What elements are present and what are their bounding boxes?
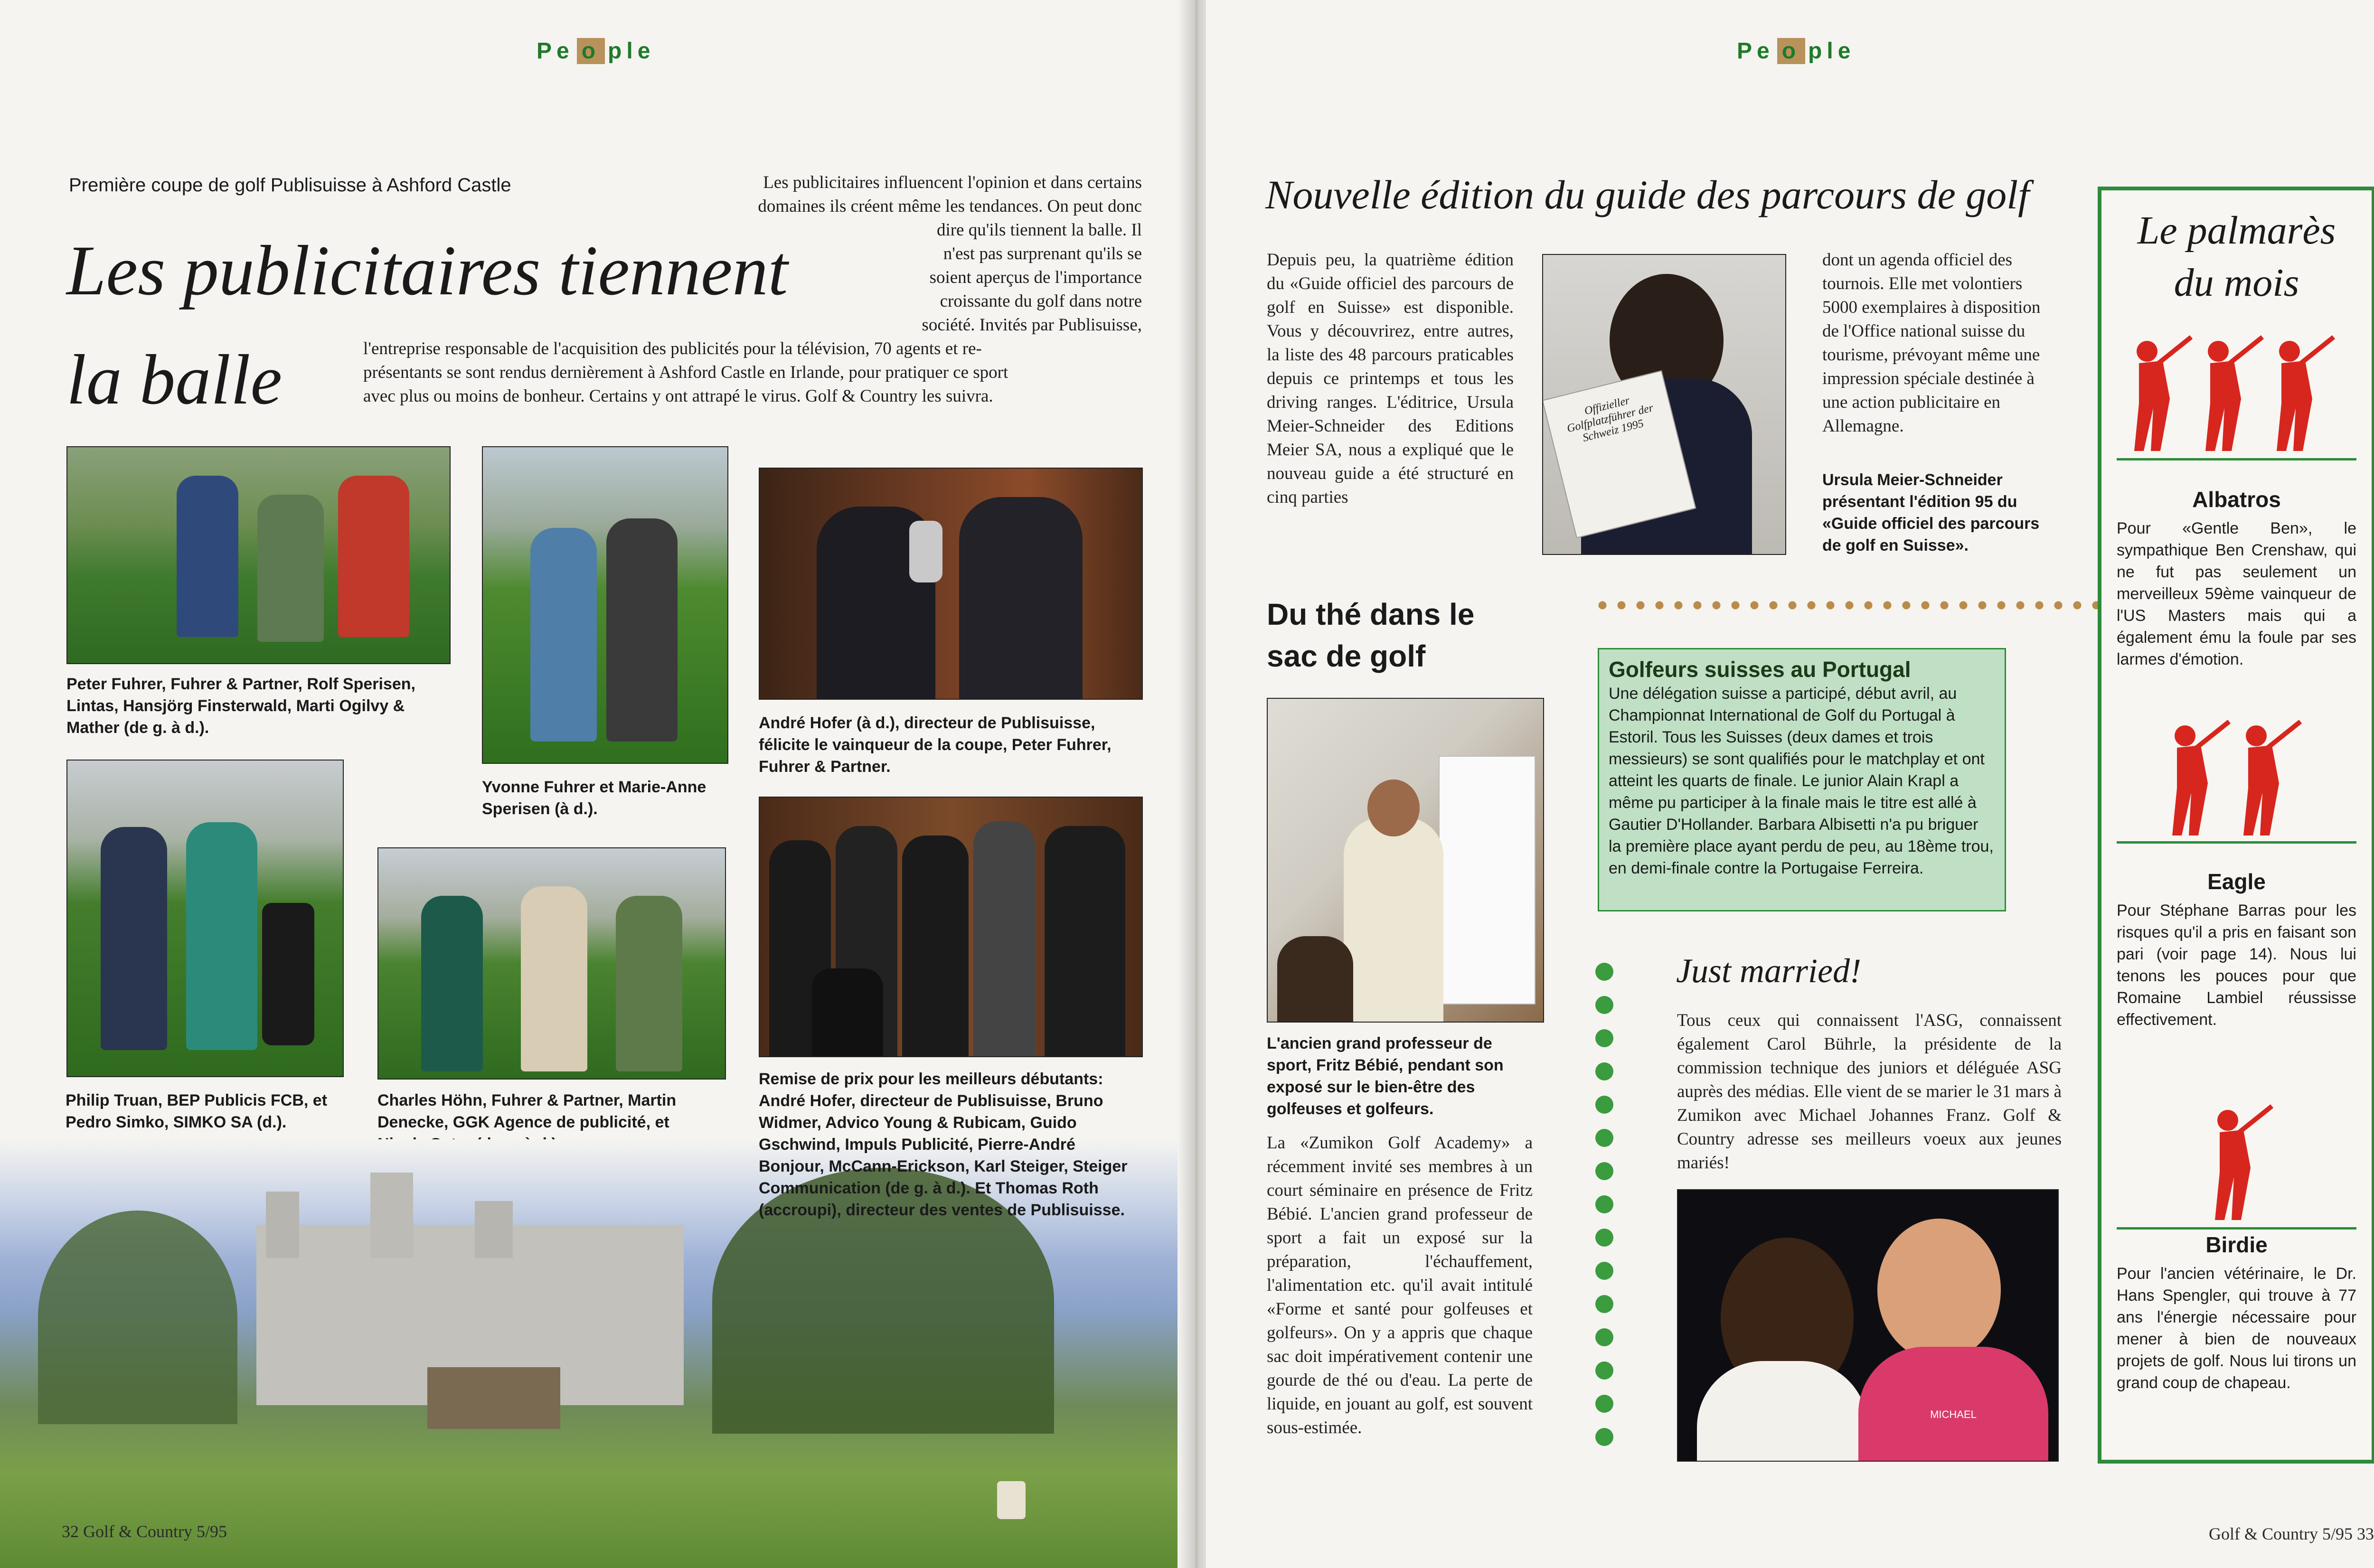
caption-6: Remise de prix pour les meilleurs débutants: André Hofer, directeur de Publisuisse, Bruno Widmer, Advico Young & Rubicam, Guido Gschwind, Impuls Publicité, Pierre-André Bonjour, McCann-Erickson, Karl Steiger, Steiger Communication (de g. à d.). Et Thomas Roth (accroupi), directeur des ventes de Publisuisse. (759, 1070, 1128, 1219)
palmares-rule (2117, 1227, 2356, 1230)
intro-line: Les publicitaires influencent l'opinion et dans certains (763, 173, 1142, 192)
photo-two-women (482, 446, 728, 764)
photo-group-three-golfers (66, 446, 451, 664)
photo-fritz-bebie (1267, 698, 1544, 1023)
married-body: Tous ceux qui connaissent l'ASG, connaissent également Carol Bührle, la présidente de la commission technique des juniors et déléguée ASG auprès des médias. Elle vient de se marier le 31 mars à Zumikon avec Michael Johannes Franz. Golf & Country adresse ses meilleurs voeux aux jeunes mariés! (1677, 1011, 2062, 1173)
golfer-icon (2189, 332, 2265, 458)
bullet-dot (1595, 1195, 1613, 1213)
photo-two-men-golf-bags (66, 760, 344, 1077)
bullet-dot (1595, 1295, 1613, 1313)
caption-3: André Hofer (à d.), directeur de Publisuisse, félicite le vainqueur de la coupe, Peter Fuhrer, Fuhrer & Partner. (759, 714, 1112, 776)
albatros-text: Pour «Gentle Ben», le sympathique Ben Crenshaw, qui ne fut pas seulement un merveilleux 59ème vainqueur de l'US Masters mais qui a également ému la foule par ses larmes d'émotion. (2117, 519, 2356, 668)
bullet-dot (1595, 1262, 1613, 1280)
the-body: La «Zumikon Golf Academy» a récemment invité ses membres à un court séminaire en présence de Fritz Bébié. L'ancien grand professeur de sport a fait un exposé sur la préparation, l'échauffement, l'alimentation etc. qu'il avait intitulé «Forme et santé pour golfeuses et golfeurs». On y a appris que chaque sac doit impérativement contenir une gourde de thé ou d'eau. La perte de liquide, en jouant au golf, est souvent sous-estimée. (1267, 1133, 1533, 1437)
intro-line: dire qu'ils tiennent la balle. Il (936, 220, 1142, 240)
portugal-title: Golfeurs suisses au Portugal (1609, 657, 1911, 682)
caption-2: Yvonne Fuhrer et Marie-Anne Sperisen (à d.). (482, 778, 707, 818)
golfer-icon (2156, 717, 2232, 843)
bullet-dot (1595, 963, 1613, 981)
headline-line2: la balle (66, 340, 283, 419)
golfer-icon (2227, 717, 2303, 843)
intro-line: l'entreprise responsable de l'acquisition des publicités pour la télévision, 70 agents et re- (363, 339, 982, 358)
headline-line1: Les publicitaires tiennent (66, 231, 788, 310)
dotted-divider (1593, 601, 2106, 610)
people-tag: Pe o ple (1737, 38, 1856, 64)
the-title-line: sac de golf (1267, 639, 1426, 673)
intro-line: avec plus ou moins de bonheur. Certains y ont attrapé le virus. Golf & Country les suivra. (363, 386, 993, 406)
birdie-label: Birdie (2205, 1232, 2268, 1257)
caption-4: Philip Truan, BEP Publicis FCB, et Pedro Simko, SIMKO SA (d.). (66, 1091, 328, 1131)
the-title (1267, 593, 1474, 677)
intro-line: domaines ils créent même les tendances. On peut donc (758, 197, 1142, 216)
people-tag: Pe o ple (537, 38, 655, 64)
palmares-title-line: Le palmarès (2137, 208, 2336, 253)
bullet-dot (1595, 1428, 1613, 1446)
intro-line: croissante du golf dans notre (940, 291, 1142, 311)
bullet-dot (1595, 1395, 1613, 1413)
eagle-text: Pour Stéphane Barras pour les risques qu'il a pris en faisant son pari (voir page 14). Nous lui tenons les pouces pour que Romaine Lambiel réussisse effectivement. (2117, 901, 2356, 1029)
golfer-icon (2260, 332, 2336, 458)
guide-col1: Depuis peu, la quatrième édition du «Guide officiel des parcours de golf en Suisse» est disponible. Vous y découvrirez, entre autres, la liste des 48 parcours praticables depuis ce printemps et tous les driving ranges. L'éditrice, Ursula Meier-Schneider des Editions Meier SA, nous a expliqué que le nouveau guide a été structuré en cinq parties (1267, 250, 1514, 507)
bullet-dot (1595, 1162, 1613, 1180)
bullet-dot (1595, 1361, 1613, 1380)
intro-line: n'est pas surprenant qu'ils se (943, 244, 1142, 263)
palmares-title (2101, 205, 2372, 309)
palmares-rule (2117, 458, 2356, 460)
bullet-dot (1595, 1062, 1613, 1080)
caption-5: Charles Höhn, Fuhrer & Partner, Martin Denecke, GGK Agence de publicité, et (377, 1091, 677, 1131)
the-caption: L'ancien grand professeur de sport, Fritz Bébié, pendant son exposé sur le bien-être des golfeuses et golfeurs. (1267, 1034, 1504, 1118)
golfer-icon (2198, 1101, 2274, 1227)
right-page (1206, 0, 2374, 1568)
bullet-dot (1595, 1096, 1613, 1114)
golfer-icon (2118, 332, 2194, 458)
guide-book: Offizieller Golfplatzführer der Schweiz 1995 (1542, 370, 1696, 538)
bullet-dot (1595, 1328, 1613, 1346)
kicker: Première coupe de golf Publisuisse à Ashford Castle (69, 175, 511, 196)
portugal-body: Une délégation suisse a participé, début avril, au Championnat International de Golf du Portugal à Estoril. Tous les Suisses (deux dames et trois messieurs) se sont qualifiés pour le matchplay et ont atteint les quarts de finale. Le junior Alain Krapl a même pu participer à la finale mais le titre est allé à Gautier D'Hollander. Barbara Albisetti n'a pu briguer la première place ayant perdu de peu, au 18ème trou, en demi-finale contre la Portugaise Ferreira. (1609, 685, 1994, 877)
section-tag-right (1737, 38, 1855, 64)
married-title: Just married! (1676, 952, 1861, 990)
photo-trophy-handshake (759, 468, 1143, 700)
section-tag-left (537, 38, 655, 64)
bullet-dot (1595, 1029, 1613, 1047)
intro-wide (363, 337, 1142, 408)
folio-left: 32 Golf & Country 5/95 (62, 1522, 227, 1541)
bullet-dot (1595, 996, 1613, 1014)
eagle-label: Eagle (2207, 869, 2266, 894)
guide-col2: dont un agenda officiel des tournois. Elle met volontiers 5000 exemplaires à disposition de l'Office national suisse du tourisme, prévoyant même une impression spéciale destinée à une action publicitaire en Allemagne. (1822, 250, 2041, 436)
intro-line: présentants se sont rendus dernièrement à Ashford Castle en Irlande, pour pratiquer ce sport (363, 363, 1008, 382)
bullet-dot (1595, 1129, 1613, 1147)
folio-right: Golf & Country 5/95 33 (2209, 1524, 2374, 1543)
palmares-title-line: du mois (2174, 261, 2299, 305)
intro-line: soient aperçus de l'importance (929, 268, 1142, 287)
palmares-rule (2117, 841, 2356, 844)
intro-right (560, 171, 1142, 337)
caption-1: Peter Fuhrer, Fuhrer & Partner, Rolf Sperisen, Lintas, Hansjörg Finsterwald, Marti Ogilvy & Mather (de g. à d.). (66, 675, 415, 737)
photo-ursula-meier (1542, 254, 1786, 555)
the-title-line: Du thé dans le (1267, 597, 1475, 631)
birdie-text: Pour l'ancien vétérinaire, le Dr. Hans Spengler, qui trouve à 77 ans l'énergie nécessaire pour mener à bien de nouveaux projets de golf. Nous lui tirons un grand coup de chapeau. (2117, 1265, 2356, 1392)
albatros-label: Albatros (2192, 487, 2281, 512)
bullet-dot (1595, 1229, 1613, 1247)
photo-prize-group (759, 797, 1143, 1057)
guide-caption: Ursula Meier-Schneider présentant l'édition 95 du «Guide officiel des parcours de golf en Suisse». (1822, 471, 2040, 554)
photo-wedding-couple (1677, 1189, 2059, 1462)
portugal-box (1598, 648, 2006, 911)
shirt-text: MICHAEL (1858, 1347, 2048, 1461)
intro-line: société. Invités par Publisuisse, (922, 315, 1142, 335)
guide-title: Nouvelle édition du guide des parcours de golf (1265, 172, 2030, 217)
photo-three-golfers-castle (377, 847, 726, 1080)
